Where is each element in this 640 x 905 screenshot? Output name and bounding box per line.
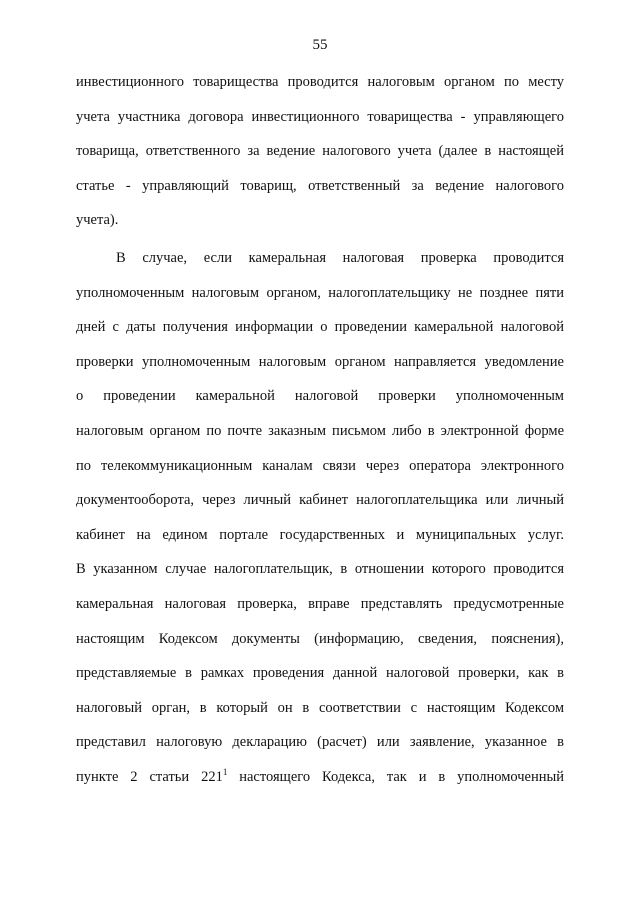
text-line: налоговый орган, в который он в соответствии с настоящим Кодексом <box>76 699 564 716</box>
page-number: 55 <box>312 37 328 53</box>
text-line: документооборота, через личный кабинет налогоплательщика или личный <box>76 492 564 509</box>
text-line: камеральная налоговая проверка, вправе представлять предусмотренные <box>76 595 564 612</box>
text-fragment: настоящего Кодекса, так и в уполномоченный <box>227 768 564 785</box>
text-line: инвестиционного товарищества проводится налоговым органом по месту <box>76 74 564 90</box>
text-line: В указанном случае налогоплательщик, в отношении которого проводится <box>76 561 564 578</box>
text-line: представил налоговую декларацию (расчет) или заявление, указанное в <box>76 734 564 751</box>
text-line: кабинет на едином портале государственных и муниципальных услуг. <box>76 526 564 543</box>
text-line: учета участника договора инвестиционного товарищества - управляющего <box>76 108 564 125</box>
text-line: В случае, если камеральная налоговая проверка проводится <box>116 250 564 266</box>
text-line: по телекоммуникационным каналам связи через оператора электронного <box>76 457 564 474</box>
text-line: статье - управляющий товарищ, ответственный за ведение налогового <box>76 177 564 194</box>
superscript: 1 <box>222 766 228 777</box>
text-line <box>76 767 564 802</box>
text-line: настоящим Кодексом документы (информацию, сведения, пояснения), <box>76 630 564 647</box>
text-fragment: пункте 2 статьи 221 <box>76 768 223 785</box>
text-line: дней с даты получения информации о проведении камеральной налоговой <box>76 319 564 336</box>
paragraph-1 <box>76 72 564 245</box>
text-line: учета). <box>76 212 119 229</box>
paragraph-2 <box>76 248 564 802</box>
text-line: представляемые в рамках проведения данной налоговой проверки, как в <box>76 665 564 682</box>
text-line: налоговым органом по почте заказным письмом либо в электронной форме <box>76 422 564 439</box>
text-line: товарища, ответственного за ведение налогового учета (далее в настоящей <box>76 143 564 160</box>
text-line: о проведении камеральной налоговой проверки уполномоченным <box>76 388 564 405</box>
text-line: проверки уполномоченным налоговым органом направляется уведомление <box>76 353 564 370</box>
text-line: уполномоченным налоговым органом, налогоплательщику не позднее пяти <box>76 284 564 301</box>
